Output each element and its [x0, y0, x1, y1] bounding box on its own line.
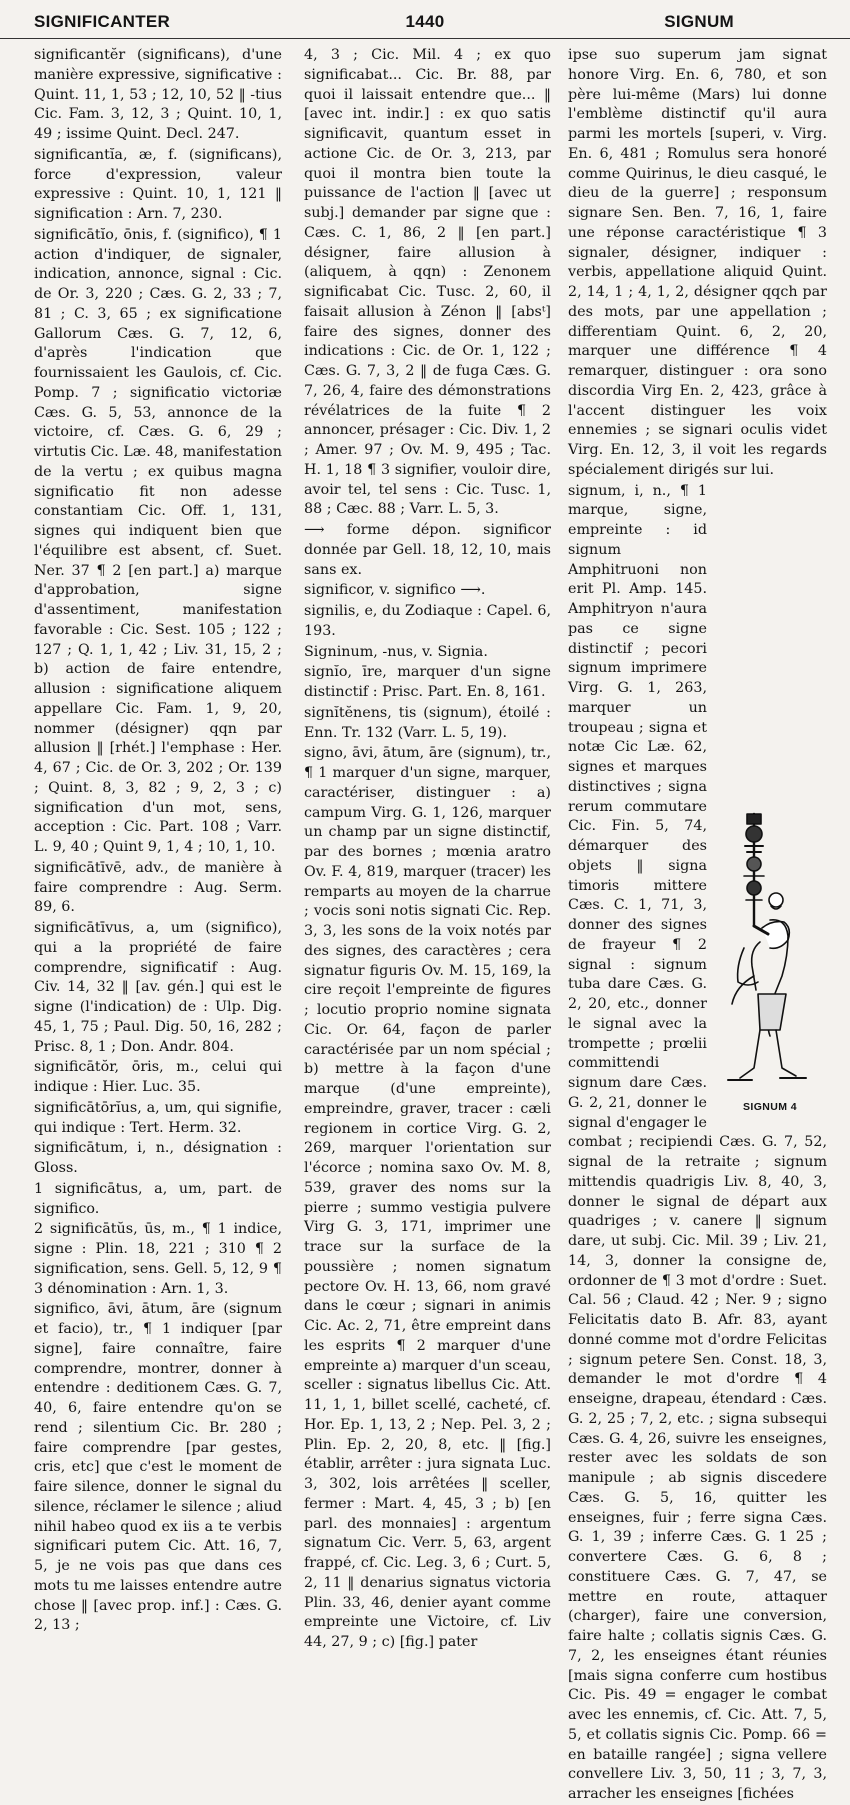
entry-signio: signĭo, īre, marquer d'un signe distinctif : Prisc. Part. En. 8, 161.	[304, 664, 551, 700]
entry-significatorius: significātōrĭus, a, um, qui signifie, qui indique : Tert. Herm. 32.	[34, 1099, 282, 1136]
entry-significanter: significantĕr (significans), d'une manière expressive, significative : Quint. 11, 1, 53 ; 12, 10, 52 ‖ -tius Cic. Fam. 3, 12, 3 ; Quint. 10, 1, 49 ; issime Quint. Decl. 247.	[34, 47, 282, 142]
entry-significativus: significātīvus, a, um (significo), qui a la propriété de faire comprendre, significatif : Aug. Civ. 14, 32 ‖ [av. gén.] qui est le signe (l'indication) de : Ulp. Dig. 45, 1, 75 ; Paul. Dig. 50, 16, 282 ; Prisc. 8, 1 ; Don. Andr. 804.	[34, 920, 282, 1055]
entry-signo-cont: ipse suo superum jam signat honore Virg. En. 6, 780, et son père lui-même (Mars) lui donne l'emblème distinctif qu'il aura parmi les mortels [superi, v. Virg. En. 6, 481 ; Romulus sera honoré comme Quirinus, le dieu casqué, le dieu de la guerre] ; responsum signare Sen. Ben. 7, 16, 1, faire une réponse caractéristique ¶ 3 signaler, désigner, indiquer : verbis, appellatione aliquid Quint. 2, 14, 1 ; 4, 1, 2, désigner qqch par des mots, par une appellation ; differentiam Quint. 6, 2, 20, marquer une différence ¶ 4 remarquer, distinguer : ora sono discordia Virg En. 2, 423, grâce à l'accent distinguer les voix ennemies ; se signari oculis videt Virg. En. 12, 3, il voit les regards spécialement dirigés sur lui.	[568, 47, 827, 478]
entry-significator: significātŏr, ōris, m., celui qui indique : Hier. Luc. 35.	[34, 1059, 282, 1095]
figure-caption: SIGNUM 4	[743, 1101, 797, 1114]
entry-signum: signum, i, n., ¶ 1 marque, signe, empreinte : id signum Amphitruoni non erit Pl. Amp. 145. Amphitryon n'aura pas ce signe distinctif ; pecori signum imprimere Virg. G. 1, 263, marquer un troupeau ; signa et notæ Cic Læ. 62, signes et marques distinctives ; signa rerum commutare Cic. Fin. 5, 74, démarquer des objets ‖ signa timoris mittere Cæs. C. 1, 71, 3, donner des signes de frayeur ¶ 2 signal : signum tuba dare Cæs. G. 2, 20, etc., donner le signal avec la trompette ; prœlii committendi signum dare Cæs. G. 2, 21, donner le signal d'engager le combat ; recipiendi Cæs. G. 7, 52, signal de la retraite ; signum mittendis quadrigis Liv. 8, 40, 3, donner le signal de départ aux quadriges ; v. canere ‖ signum dare, ut subj. Cic. Mil. 39 ; Liv. 21, 14, 3, donner la consigne de, ordonner de ¶ 3 mot d'ordre : Suet. Cal. 56 ; Claud. 42 ; Ner. 9 ; signo Felicitatis dato B. Afr. 83, ayant donné comme mot d'ordre Felicitas ; signum petere Sen. Const. 18, 3, demander le mot d'ordre ¶ 4 enseigne, drapeau, étendard : Cæs. G. 2, 25 ; 7, 2, etc. ; signa subsequi Cæs. G. 4, 26, suivre les enseignes, rester avec les soldats de son manipule ; ab signis discedere Cæs. G. 5, 16, quitter les enseignes, fuir ; ferre signa Cæs. G. 1, 39 ; inferre Cæs. G. 1 25 ; convertere Cæs. G. 6, 8 ; constituere Cæs. G. 7, 47, se mettre en route, attaquer (charger), faire une conversion, faire halte ; collatis signis Cæs. G. 7, 2, les enseignes étant réunies [mais signa conferre cum hostibus Cic. Pis. 49 = engager le combat avec les ennemis, cf. Cic. Att. 7, 5, 5, et collatis signis Cic. Pomp. 66 = en bataille rangée] ; signa vellere convellere Liv. 3, 50, 11 ; 3, 7, 3, arracher les enseignes [fichées	[568, 482, 827, 1802]
entry-signilis: signilis, e, du Zodiaque : Capel. 6, 193.	[304, 603, 551, 639]
entry-significatus-2: 2 significātŭs, ūs, m., ¶ 1 indice, signe : Plin. 18, 221 ; 310 ¶ 2 signification, sens. Gell. 5, 12, 9 ¶ 3 dénomination : Arn. 1, 3.	[34, 1221, 282, 1297]
entry-significatus-1: 1 significātus, a, um, part. de significo.	[34, 1180, 282, 1217]
entry-signinum: Signinum, -nus, v. Signia.	[304, 643, 488, 660]
signum-figure	[711, 808, 829, 1119]
entry-significor-note: ⟶ forme dépon. significor donnée par Gell. 18, 12, 10, mais sans ex.	[304, 522, 551, 578]
entry-significo-cont: 4, 3 ; Cic. Mil. 4 ; ex quo significabat... Cic. Br. 88, par quoi il laissait entendre que... ‖ [avec int. indir.] : ex quo satis significavit, quantum esset in actione Cic. de Or. 3, 213, par quoi il montra bien toute la puissance de l'action ‖ [avec ut subj.] demander par signe que : Cæs. C. 1, 86, 2 ‖ [en part.] désigner, faire allusion à (aliquem, à qqn) : Zenonem significabat Cic. Tusc. 2, 60, il faisait allusion à Zénon ‖ [absᵗ] faire des signes, donner des indications : Cic. de Or. 1, 122 ; Cæs. G. 7, 3, 2 ‖ de fuga Cæs. G. 7, 26, 4, faire des démonstrations révélatrices de la fuite ¶ 2 annoncer, présager : Cic. Div. 1, 2 ; Amer. 97 ; Ov. M. 9, 495 ; Tac. H. 1, 18 ¶ 3 signifier, vouloir dire, avoir tel, tel sens : Cic. Tusc. 1, 88 ; Cæc. 88 ; Varr. L. 5, 3.	[304, 47, 551, 518]
standard-bearer-illustration	[714, 808, 826, 1090]
running-head-left: SIGNIFICANTER	[34, 12, 171, 31]
running-head-right: SIGNUM	[664, 12, 734, 31]
entry-significantia: significantĭa, æ, f. (significans), force d'expression, valeur expressive : Quint. 10, 1, 121 ‖ signification : Arn. 7, 230.	[34, 146, 282, 222]
entry-significatio: significātĭo, ōnis, f. (significo), ¶ 1 action d'indiquer, de signaler, indication, annonce, signal : Cic. de Or. 3, 220 ; Cæs. G. 2, 33 ; 7, 81 ; C. 3, 65 ; ex significatione Gallorum Cæs. G. 7, 12, 6, d'après l'indication que fournissaient les Gaulois, cf. Cic. Pomp. 7 ; significatio victoriæ Cæs. G. 5, 53, annonce de la victoire, cf. Cæs. G. 6, 29 ; virtutis Cic. Læ. 48, manifestation de la vertu ; ex quibus magna significatio fit non adesse constantiam Cic. Off. 1, 131, signes qui indiquent bien que l'équilibre est absent, cf. Suet. Ner. 37 ¶ 2 [en part.] a) marque d'approbation, signe d'assentiment, manifestation favorable : Cic. Sest. 105 ; 122 ; 127 ; Q. 1, 1, 42 ; Liv. 31, 15, 2 ; b) action de faire entendre, allusion : significatione aliquem appellare Cic. Fam. 1, 9, 20, nommer (désigner) qqn par allusion ‖ [rhét.] l'emphase : Her. 4, 67 ; Cic. de Or. 3, 202 ; Or. 139 ; Quint. 8, 3, 82 ; 9, 2, 3 ; c) signification d'un mot, sens, acception : Cic. Part. 108 ; Varr. L. 9, 40 ; Quint 9, 1, 4 ; 10, 1, 10.	[34, 226, 282, 855]
running-head	[0, 8, 850, 39]
entry-signitenens: signĭtĕnens, tis (signum), étoilé : Enn. Tr. 132 (Varr. L. 5, 19).	[304, 704, 551, 741]
entry-significor: significor, v. significo ⟶.	[304, 582, 486, 599]
entry-significative: significātīvē, adv., de manière à faire comprendre : Aug. Serm. 89, 6.	[34, 859, 282, 916]
entry-significatum: significātum, i, n., désignation : Gloss.	[34, 1140, 282, 1176]
column-2	[304, 46, 551, 1650]
page-number: 1440	[405, 12, 445, 31]
column-1	[34, 46, 282, 1634]
entry-significo: significo, āvi, ātum, āre (signum et facio), tr., ¶ 1 indiquer [par signe], faire connaître, faire comprendre, montrer, donner à entendre : deditionem Cæs. G. 7, 40, 6, faire entendre qu'on se rend ; silentium Cic. Br. 280 ; faire comprendre [par gestes, cris, etc] que c'est le moment de faire silence, donner le signal du silence, réclamer le silence ; aliud nihil habeo quod ex iis a te verbis significari putem Cic. Att. 16, 7, 5, je ne vois pas que dans ces mots tu me laisses entendre autre chose ‖ [avec prop. inf.] : Cæs. G. 2, 13 ;	[34, 1301, 282, 1634]
column-3	[568, 46, 827, 1802]
entry-signo: signo, āvi, ātum, āre (signum), tr., ¶ 1 marquer d'un signe, marquer, caractériser, distinguer : a) campum Virg. G. 1, 126, marquer un champ par un signe distinctif, par des bornes ; mœnia aratro Ov. F. 4, 819, marquer (tracer) les remparts au moyen de la charrue ; vocis soni notis signati Cic. Rep. 3, 3, les sons de la voix notés par des signes, des caractères ; cera signatur figuris Ov. M. 15, 169, la cire reçoit l'empreinte de figures ; locutio proprio nomine signata Cic. Or. 64, façon de parler caractérisée par un nom spécial ; b) mettre à la façon d'une marque (d'une empreinte), empreindre, graver, tracer : cæli regionem in cortice Virg. G. 2, 269, marquer l'orientation sur l'écorce ; nomina saxo Ov. M. 8, 539, graver des noms sur la pierre ; summo vestigia pulvere Virg G. 3, 171, imprimer une trace sur la surface de la poussière ; nomen signatum pectore Ov. H. 13, 66, nom gravé dans le cœur ; signari in animis Cic. Ac. 2, 71, être empreint dans les esprits ¶ 2 marquer d'une empreinte a) marquer d'un sceau, sceller : signatus libellus Cic. Att. 11, 1, 1, billet scellé, cacheté, cf. Hor. Ep. 1, 13, 2 ; Nep. Pel. 3, 2 ; Plin. Ep. 2, 20, 8, etc. ‖ [fig.] établir, arrêter : jura signata Luc. 3, 302, lois arrêtées ‖ sceller, fermer : Mart. 4, 45, 3 ; b) [en parl. des monnaies] : argentum signatum Cic. Verr. 5, 63, argent frappé, cf. Cic. Leg. 3, 6 ; Curt. 5, 2, 11 ‖ denarius signatus victoria Plin. 33, 46, denier ayant comme empreinte une Victoire, cf. Liv 44, 27, 9 ; c) [fig.] pater	[304, 745, 551, 1650]
